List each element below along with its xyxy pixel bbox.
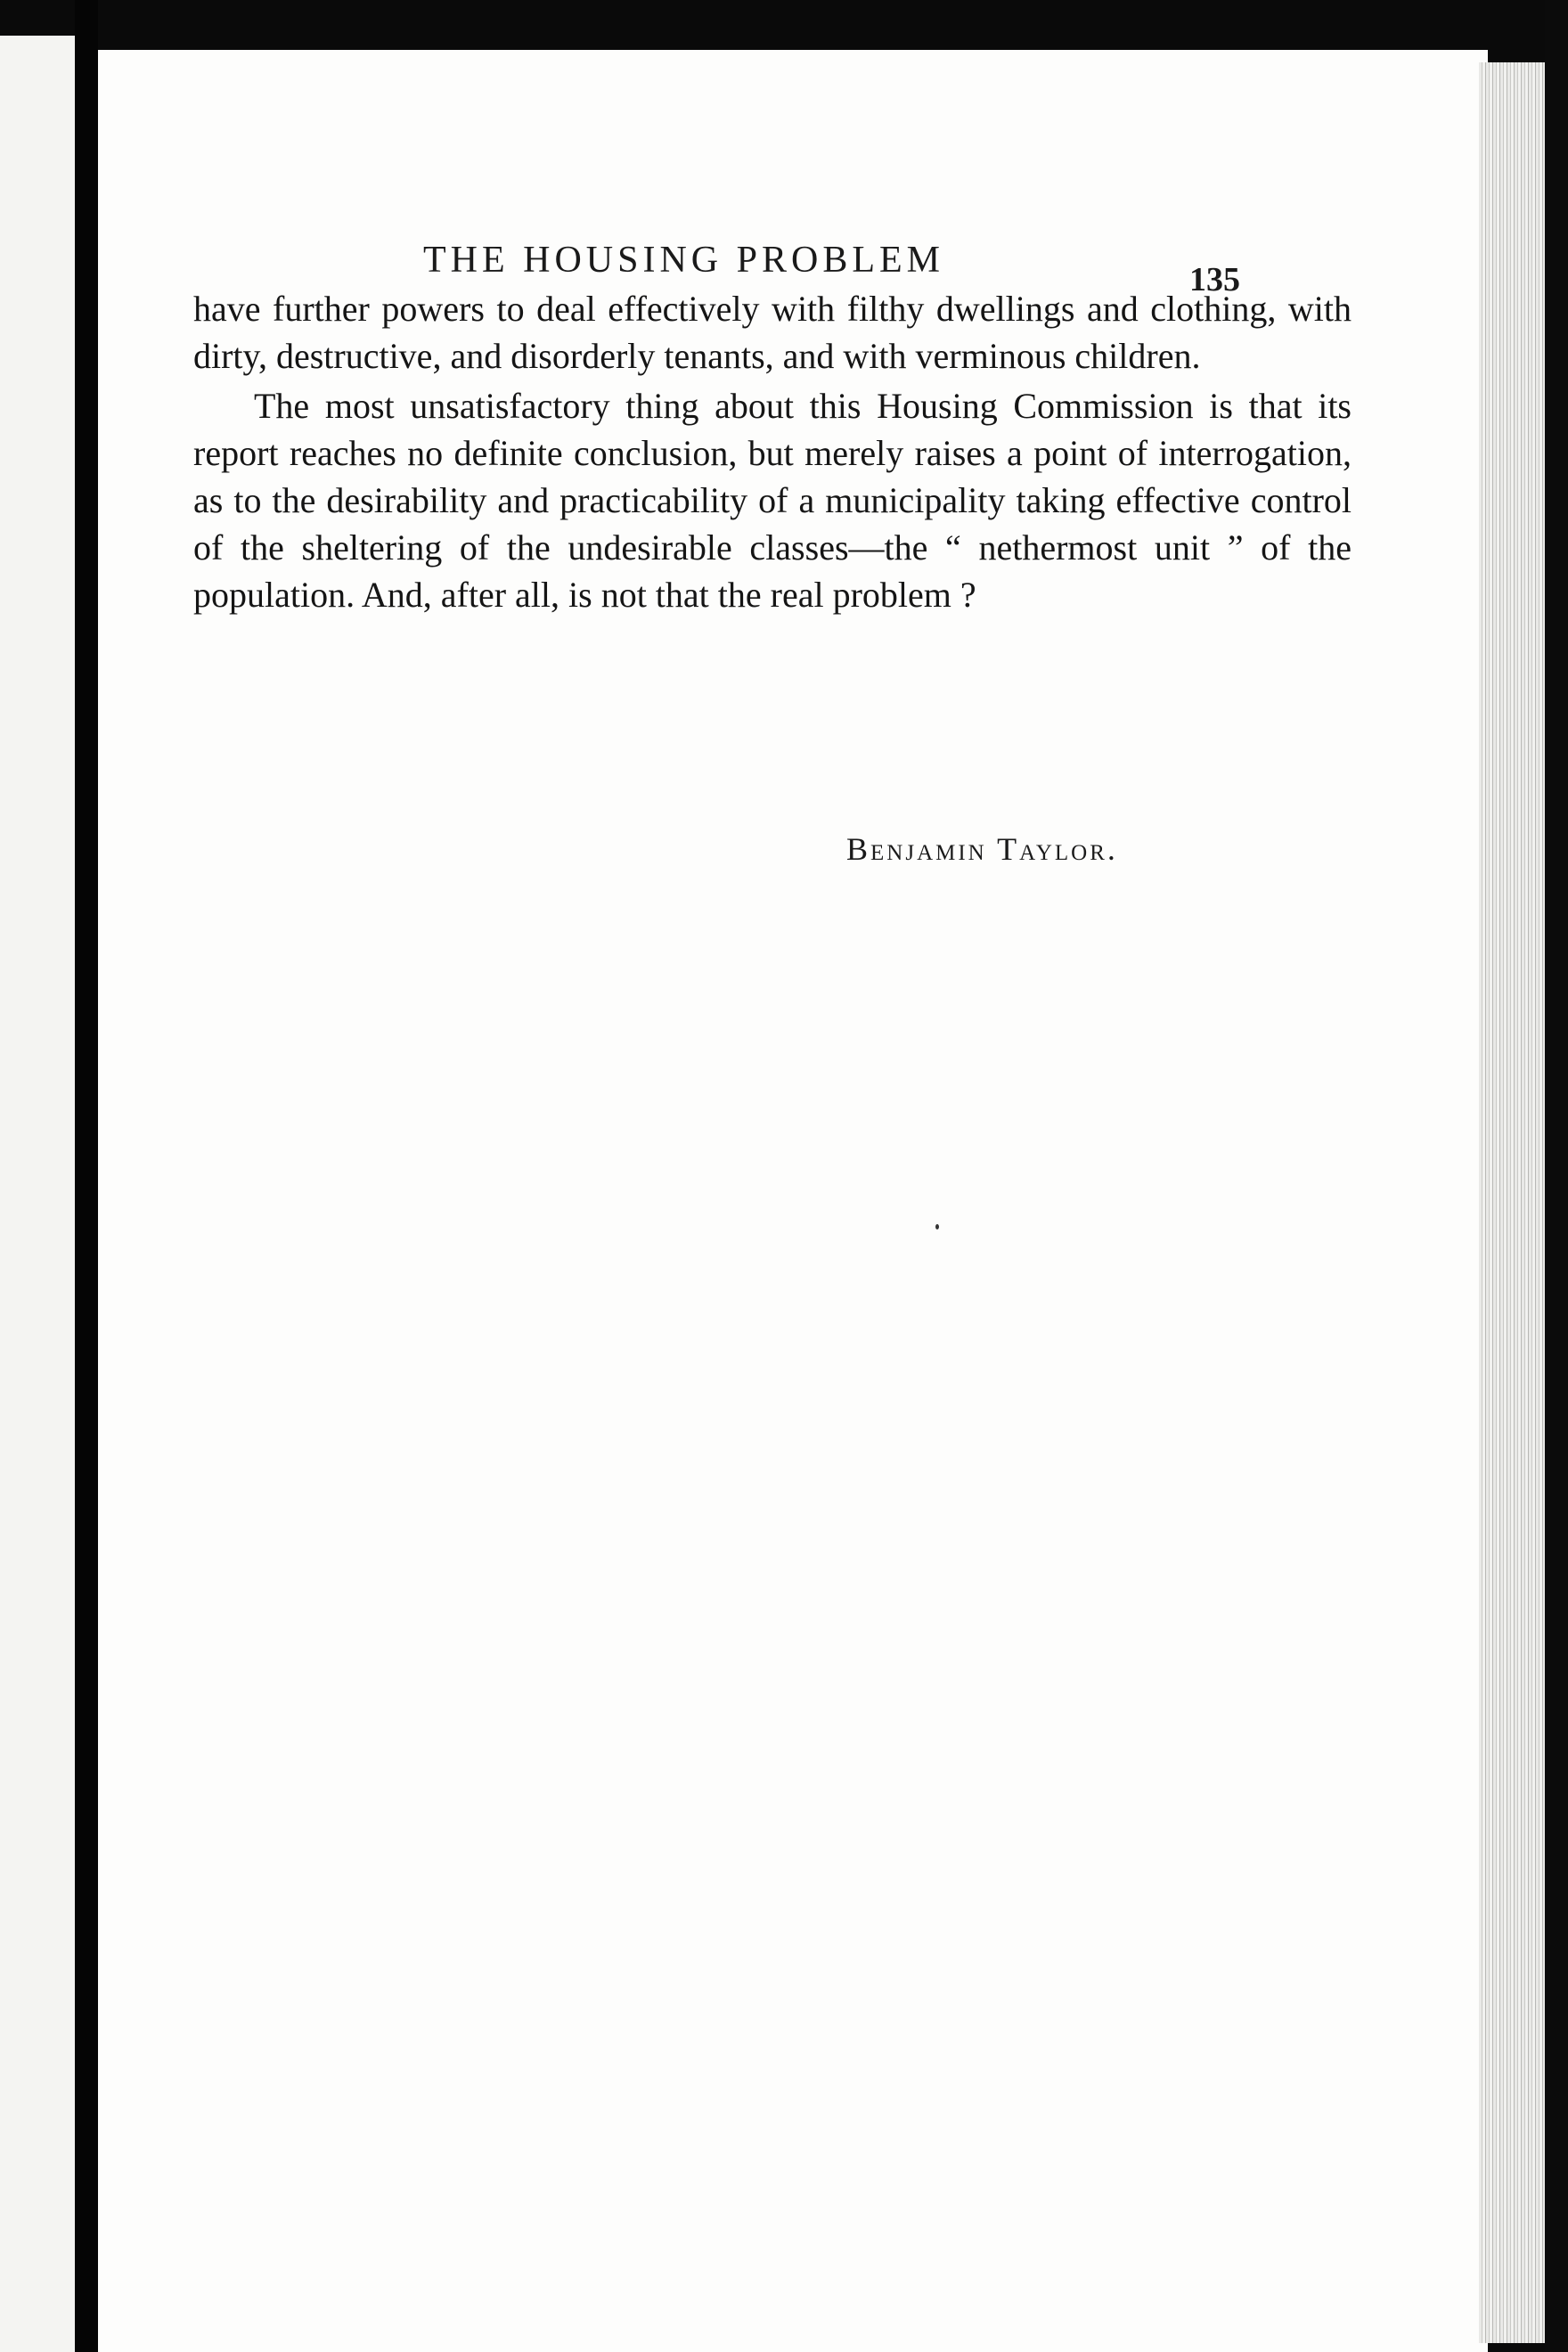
running-title: THE HOUSING PROBLEM xyxy=(423,240,945,281)
body-text xyxy=(193,285,1352,618)
page-stack-edge xyxy=(1479,62,1545,2343)
paragraph: The most unsatisfactory thing about this Housing Commission is that its report reaches no definite conclusion, but merely raises a point of interrogation, as to the desirability and practicability of a municipality taking effective control of the sheltering of the undesirable classes—the “ nethermost unit ” of the population. And, after all, is not that the real problem ? xyxy=(193,386,1352,615)
gutter-shadow xyxy=(75,0,98,2352)
ink-speck xyxy=(935,1224,939,1229)
right-dark-border xyxy=(1545,0,1568,2352)
previous-page-edge xyxy=(0,36,75,2352)
running-head xyxy=(98,239,1488,298)
book-page xyxy=(98,50,1488,2352)
page-number: 135 xyxy=(1189,261,1240,298)
paragraph-continued: have further powers to deal effectively with filthy dwellings and clothing, with dirty, destructive, and disorderly tenants, and with verminous children. xyxy=(193,289,1352,376)
author-signature: Benjamin Taylor. xyxy=(846,831,1118,867)
